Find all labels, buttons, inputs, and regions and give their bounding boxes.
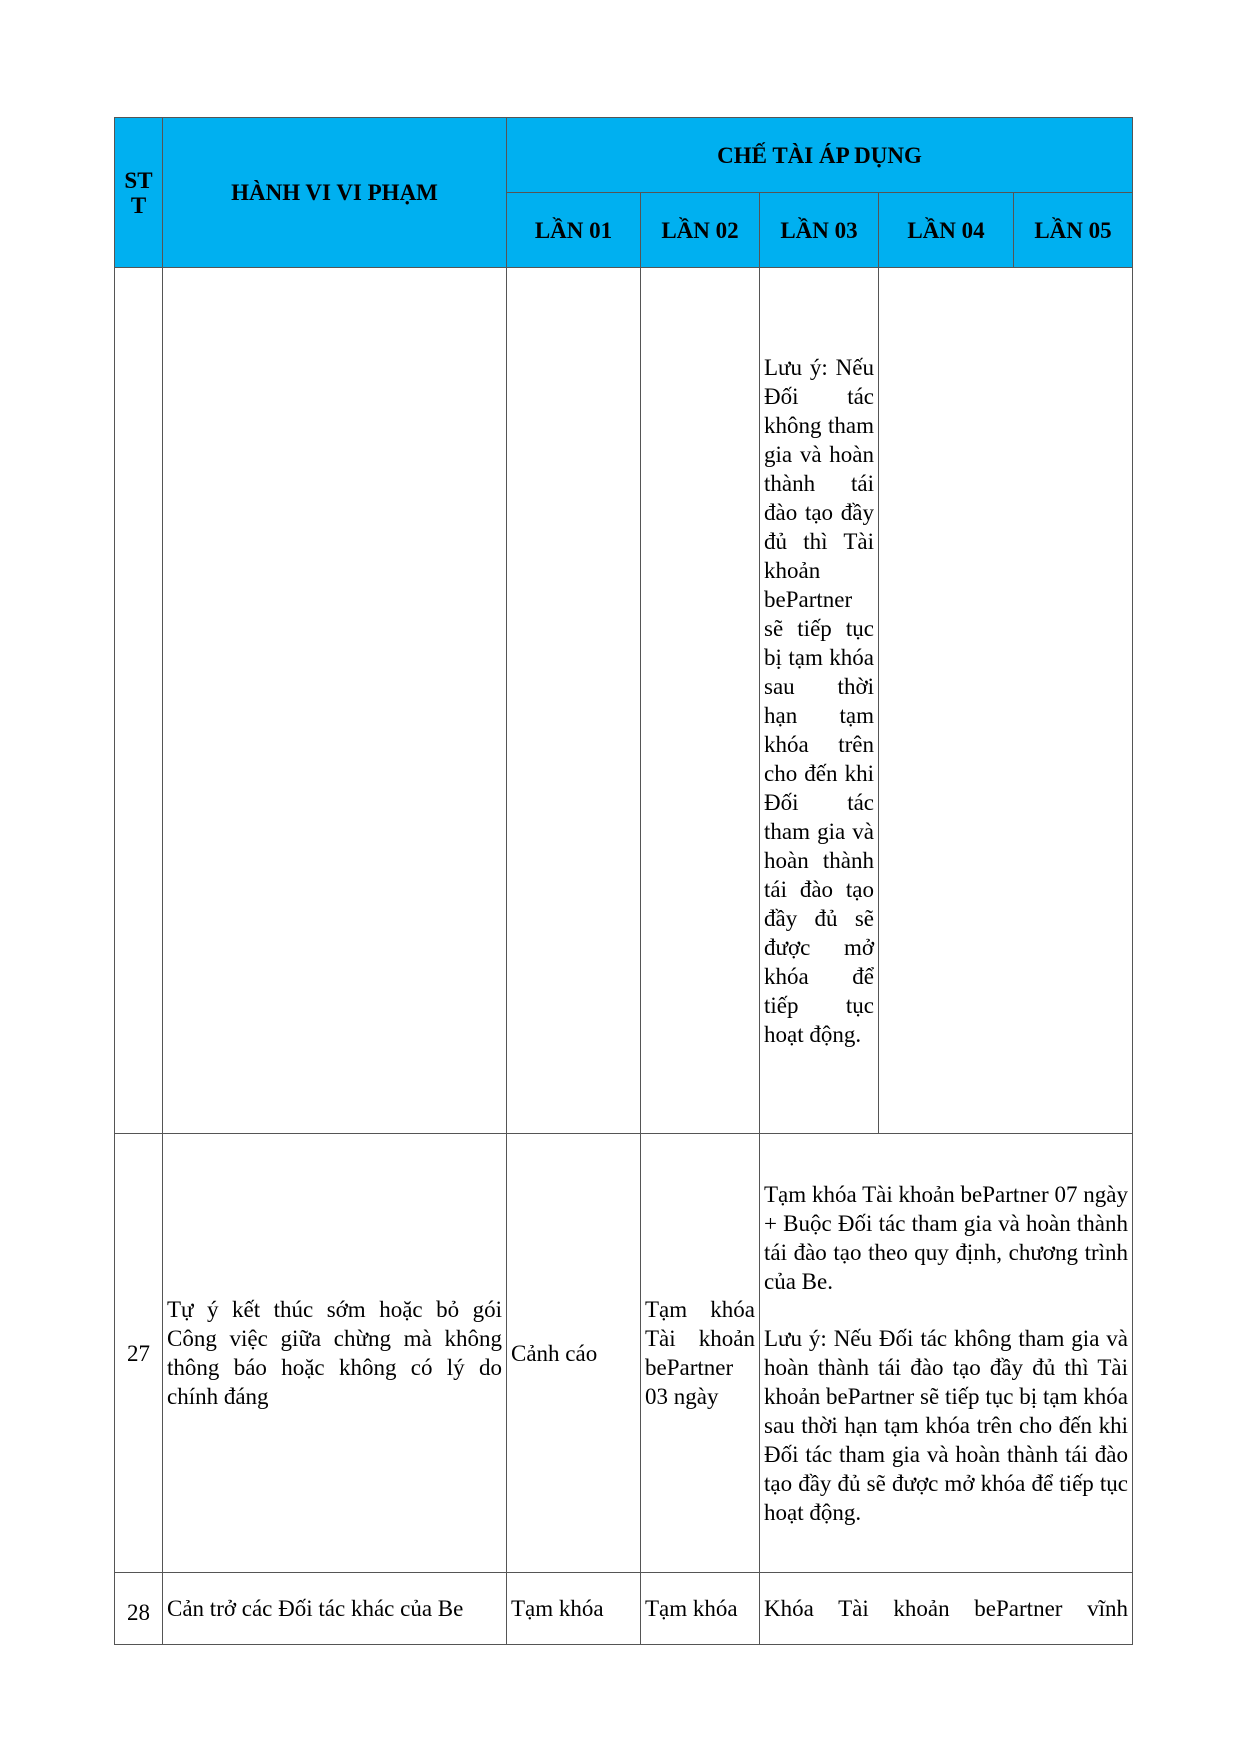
row-time-1: Cảnh cáo bbox=[507, 1134, 641, 1573]
table-row bbox=[115, 1134, 1133, 1573]
header-time-2: LẦN 02 bbox=[641, 193, 760, 268]
row-stt: 28 bbox=[115, 1573, 163, 1645]
header-violation: HÀNH VI VI PHẠM bbox=[163, 118, 507, 268]
sanction-note: Lưu ý: Nếu Đối tác không tham gia và hoàn thành tái đào tạo đầy đủ thì Tài khoản bePartner sẽ tiếp tục bị tạm khóa sau thời hạn tạm khóa trên cho đến khi Đối tác tham gia và hoàn thành tái đào tạo đầy đủ sẽ được mở khóa để tiếp tục hoạt động. bbox=[764, 1325, 1129, 1525]
header-time-5: LẦN 05 bbox=[1014, 193, 1133, 268]
header-time-4: LẦN 04 bbox=[879, 193, 1014, 268]
row-time-1: Tạm khóa bbox=[507, 1573, 641, 1645]
row-violation bbox=[163, 268, 507, 1134]
row-time-4-5 bbox=[879, 268, 1133, 1134]
header-time-3: LẦN 03 bbox=[760, 193, 879, 268]
sanction-text: Tạm khóa Tài khoản bePartner 07 ngày + Buộc Đối tác tham gia và hoàn thành tái đào tạo theo quy định, chương trình của Be. bbox=[764, 1181, 1129, 1294]
sanctions-table bbox=[114, 117, 1133, 1645]
row-time-1 bbox=[507, 268, 641, 1134]
header-row-1 bbox=[115, 118, 1133, 193]
row-time-3-5: Khóa Tài khoản bePartner vĩnh bbox=[760, 1573, 1133, 1645]
row-violation: Tự ý kết thúc sớm hoặc bỏ gói Công việc giữa chừng mà không thông báo hoặc không có lý do chính đáng bbox=[163, 1134, 507, 1573]
row-stt: 27 bbox=[115, 1134, 163, 1573]
row-time-3-5 bbox=[760, 1134, 1133, 1573]
table-row bbox=[115, 268, 1133, 1134]
row-violation: Cản trở các Đối tác khác của Be bbox=[163, 1573, 507, 1645]
row-time-2: Tạm khóa bbox=[641, 1573, 760, 1645]
row-time-2: Tạm khóa Tài khoản bePartner 03 ngày bbox=[641, 1134, 760, 1573]
header-stt: STT bbox=[115, 118, 163, 268]
row-stt bbox=[115, 268, 163, 1134]
row-time-3-note: Lưu ý: Nếu Đối tác không tham gia và hoàn thành tái đào tạo đầy đủ thì Tài khoản bePartner sẽ tiếp tục bị tạm khóa sau thời hạn tạm khóa trên cho đến khi Đối tác tham gia và hoàn thành tái đào tạo đầy đủ sẽ được mở khóa để tiếp tục hoạt động. bbox=[760, 268, 879, 1134]
header-sanction: CHẾ TÀI ÁP DỤNG bbox=[507, 118, 1133, 193]
table-row bbox=[115, 1573, 1133, 1645]
header-time-1: LẦN 01 bbox=[507, 193, 641, 268]
row-time-2 bbox=[641, 268, 760, 1134]
